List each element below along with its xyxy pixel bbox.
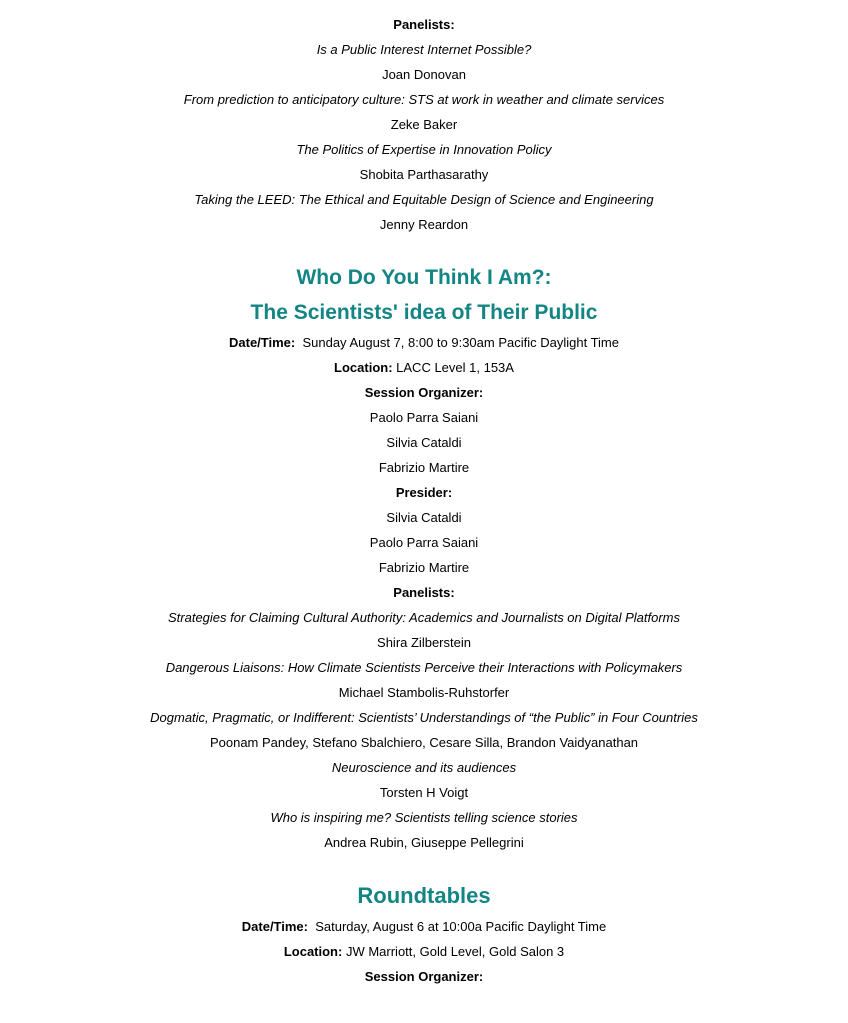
paper-authors: Zeke Baker <box>390 117 458 132</box>
location-value: JW Marriott, Gold Level, Gold Salon 3 <box>345 944 565 959</box>
datetime-label: Date/Time: <box>229 335 296 350</box>
paper-title: Who is inspiring me? Scientists telling science stories <box>270 810 578 825</box>
intro-panelists-label: Panelists: <box>393 17 455 32</box>
roundtables-datetime <box>0 919 848 935</box>
paper-authors: Andrea Rubin, Giuseppe Pellegrini <box>324 835 524 850</box>
datetime-value: Sunday August 7, 8:00 to 9:30am Pacific Daylight Time <box>302 335 619 350</box>
paper-title: Strategies for Claiming Cultural Authority: Academics and Journalists on Digital Platforms <box>167 610 681 625</box>
datetime-label: Date/Time: <box>241 919 308 934</box>
location-value: LACC Level 1, 153A <box>396 360 514 375</box>
session-datetime <box>0 335 848 351</box>
presider-name: Fabrizio Martire <box>378 560 470 575</box>
session-title-line2: The Scientists' idea of Their Public <box>250 301 598 324</box>
paper-title: Dogmatic, Pragmatic, or Indifferent: Scientists’ Understandings of “the Public” in Four Countries <box>150 710 698 725</box>
paper-authors: Shobita Parthasarathy <box>359 167 489 182</box>
datetime-value: Saturday, August 6 at 10:00a Pacific Daylight Time <box>315 919 607 934</box>
organizer-name: Silvia Cataldi <box>386 435 462 450</box>
session-panelists-label: Panelists: <box>393 585 455 600</box>
location-label: Location: <box>334 360 393 375</box>
paper-authors: Poonam Pandey, Stefano Sbalchiero, Cesare Silla, Brandon Vaidyanathan <box>209 735 639 750</box>
session-location <box>0 360 848 376</box>
paper-title: From prediction to anticipatory culture: STS at work in weather and climate services <box>183 92 665 107</box>
location-label: Location: <box>283 944 343 959</box>
paper-title: The Politics of Expertise in Innovation Policy <box>296 142 552 157</box>
roundtables-location <box>0 944 848 960</box>
presider-name: Silvia Cataldi <box>386 510 462 525</box>
presider-name: Paolo Parra Saiani <box>369 535 479 550</box>
paper-authors: Shira Zilberstein <box>377 635 471 650</box>
paper-authors: Michael Stambolis-Ruhstorfer <box>338 685 510 700</box>
paper-title: Is a Public Interest Internet Possible? <box>316 42 532 57</box>
organizer-name: Paolo Parra Saiani <box>369 410 479 425</box>
roundtables-title: Roundtables <box>357 883 491 908</box>
session-title-line1: Who Do You Think I Am?: <box>296 266 552 289</box>
paper-authors: Jenny Reardon <box>379 217 469 232</box>
paper-authors: Torsten H Voigt <box>379 785 469 800</box>
paper-title: Neuroscience and its audiences <box>331 760 517 775</box>
roundtables-organizer-label: Session Organizer: <box>364 969 484 984</box>
organizer-name: Fabrizio Martire <box>378 460 470 475</box>
paper-authors: Joan Donovan <box>382 67 466 82</box>
paper-title: Dangerous Liaisons: How Climate Scientists Perceive their Interactions with Policymakers <box>165 660 683 675</box>
paper-title: Taking the LEED: The Ethical and Equitable Design of Science and Engineering <box>194 192 654 207</box>
session-presider-label: Presider: <box>395 485 453 500</box>
session-organizer-label: Session Organizer: <box>364 385 484 400</box>
